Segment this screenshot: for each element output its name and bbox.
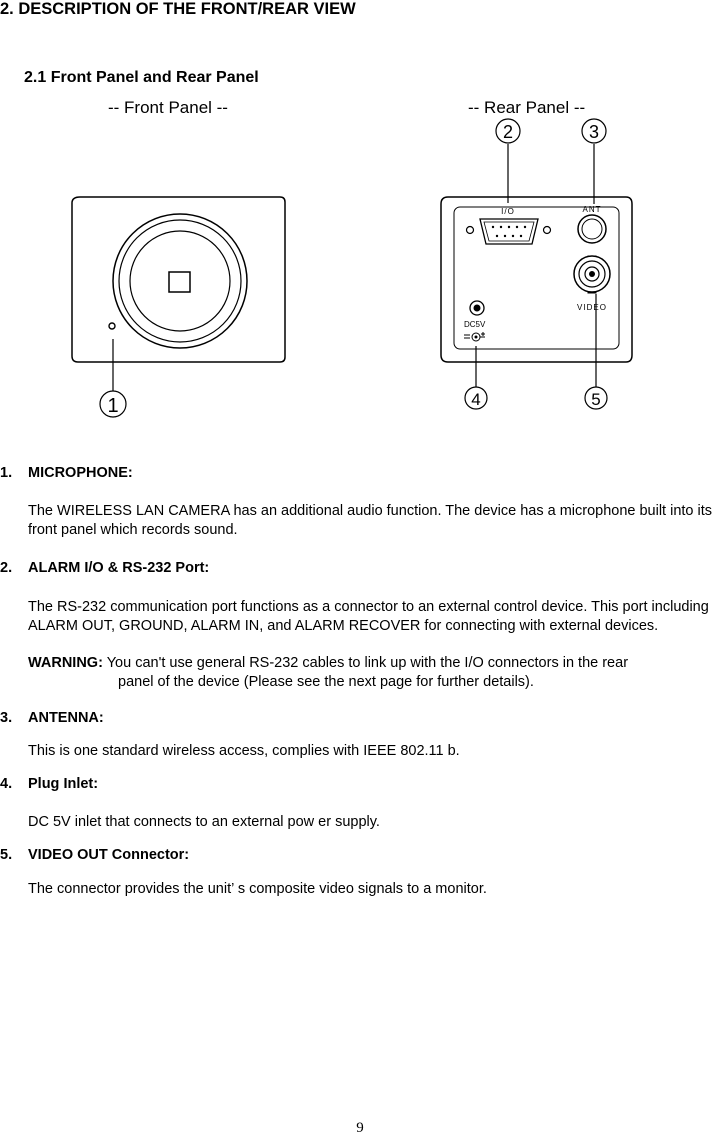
image-sensor (169, 272, 190, 292)
item-2-warning (28, 654, 718, 692)
callout-2-label: 2 (502, 122, 514, 142)
page-number: 9 (356, 1120, 364, 1136)
item-5-text: The connector provides the unit’ s composite video signals to a monitor. (28, 881, 487, 897)
item-2-text: The RS-232 communication port functions as a connector to an external control device. This port including ALARM OUT, GROUND, ALARM IN, and ALARM RECOVER for connecting with external devices. (28, 599, 709, 634)
callout-4-label: 4 (471, 390, 481, 409)
front-panel (72, 197, 285, 417)
video-label: VIDEO (577, 303, 607, 312)
ant-label: ANT (582, 205, 602, 214)
front-panel-label: -- Front Panel -- (108, 98, 228, 117)
subsection-title: 2.1 Front Panel and Rear Panel (24, 69, 259, 86)
rear-panel-label: -- Rear Panel -- (468, 98, 586, 117)
microphone-hole (109, 323, 115, 329)
item-4-number: 4. (0, 776, 13, 792)
item-3-title (0, 710, 104, 726)
warning-text-2: panel of the device (Please see the next page for further details). (118, 674, 534, 690)
item-1-title (0, 465, 133, 481)
warning-text-1: You can't use general RS-232 cables to link up with the I/O connectors in the rear (106, 655, 629, 671)
item-2-title (0, 560, 209, 576)
dc-label: DC5V (464, 320, 486, 329)
item-4-heading: Plug Inlet: (28, 776, 99, 792)
item-1-text: The WIRELESS LAN CAMERA has an additional audio function. The device has a microphone built into its front panel which records sound. (28, 503, 713, 538)
callout-3-label: 3 (588, 122, 600, 142)
callout-5-label: 5 (591, 390, 601, 409)
item-1-heading: MICROPHONE: (28, 465, 133, 481)
item-5-heading: VIDEO OUT Connector: (28, 847, 190, 863)
item-4-title (0, 776, 98, 792)
item-4-text: DC 5V inlet that connects to an external pow er supply. (28, 814, 380, 830)
section-title: 2. DESCRIPTION OF THE FRONT/REAR VIEW (0, 0, 356, 18)
warning-label: WARNING: (28, 655, 103, 671)
item-1-number: 1. (0, 465, 13, 481)
io-label: I/O (501, 207, 515, 216)
item-3-heading: ANTENNA: (28, 710, 104, 726)
video-connector (574, 256, 610, 293)
item-5-title (0, 847, 189, 863)
dc-power-jack (470, 301, 484, 315)
rear-panel (441, 119, 632, 409)
item-2-heading: ALARM I/O & RS-232 Port: (28, 560, 210, 576)
item-2-number: 2. (0, 560, 13, 576)
callout-1-label: 1 (107, 395, 119, 417)
item-3-number: 3. (0, 710, 13, 726)
panel-diagram (0, 115, 720, 425)
item-5-number: 5. (0, 847, 13, 863)
item-3-text: This is one standard wireless access, complies with IEEE 802.11 b. (28, 743, 460, 759)
